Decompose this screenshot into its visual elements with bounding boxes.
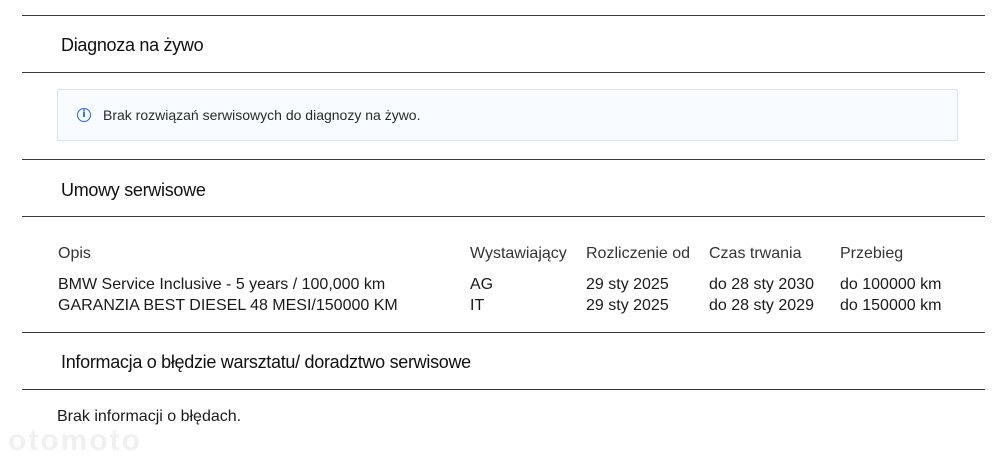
table-cell-przebieg: do 100000 km (840, 276, 942, 293)
table-cell-opis: BMW Service Inclusive - 5 years / 100,000 km (58, 276, 386, 293)
section-title-live-diagnosis: Diagnoza na żywo (61, 35, 204, 55)
section-divider (22, 332, 985, 333)
column-header-czas-trwania: Czas trwania (709, 245, 802, 262)
section-divider (22, 72, 985, 73)
section-divider (22, 159, 985, 160)
table-cell-wystawiajacy: AG (470, 276, 494, 293)
column-header-wystawiajacy: Wystawiający (470, 245, 567, 262)
live-diagnosis-notice (57, 89, 958, 141)
column-header-rozliczenie-od: Rozliczenie od (586, 245, 691, 262)
watermark-logo: otomoto (8, 424, 142, 457)
section-divider (22, 15, 985, 16)
table-cell-czas-trwania: do 28 sty 2030 (709, 276, 814, 293)
table-cell-przebieg: do 150000 km (840, 297, 942, 314)
table-cell-czas-trwania: do 28 sty 2029 (709, 297, 814, 314)
section-divider (22, 389, 985, 390)
table-cell-wystawiajacy: IT (470, 297, 485, 314)
no-errors-message: Brak informacji o błędach. (57, 408, 242, 425)
section-title-service-contracts: Umowy serwisowe (61, 180, 206, 200)
section-divider (22, 216, 985, 217)
notice-text: Brak rozwiązań serwisowych do diagnozy na żywo. (103, 107, 421, 123)
column-header-przebieg: Przebieg (840, 245, 904, 262)
section-title-workshop-errors: Informacja o błędzie warsztatu/ doradztwo serwisowe (61, 352, 471, 372)
table-cell-rozliczenie-od: 29 sty 2025 (586, 297, 669, 314)
table-cell-opis: GARANZIA BEST DIESEL 48 MESI/150000 KM (58, 297, 398, 314)
info-icon: i (77, 108, 91, 122)
table-cell-rozliczenie-od: 29 sty 2025 (586, 276, 669, 293)
column-header-opis: Opis (58, 245, 91, 262)
